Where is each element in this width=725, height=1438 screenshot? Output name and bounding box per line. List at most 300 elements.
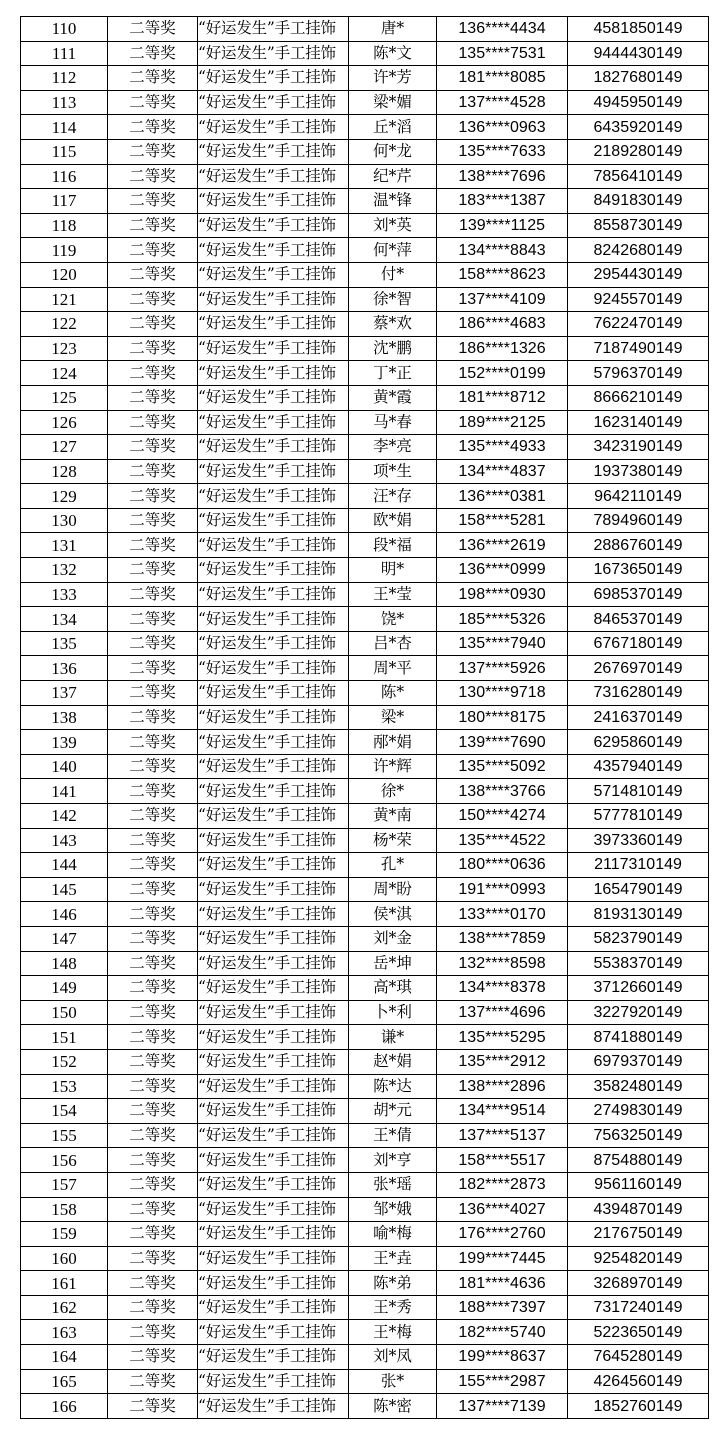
prize-item-cell: “好运发生”手工挂饰 [198, 66, 349, 91]
winner-name-cell: 刘*亨 [349, 1148, 437, 1173]
table-row [21, 385, 709, 410]
phone-number-cell: 182****5740 [437, 1320, 568, 1345]
table-row [21, 951, 709, 976]
prize-item-cell: “好运发生”手工挂饰 [198, 656, 349, 681]
winner-name-cell: 欧*娟 [349, 508, 437, 533]
phone-number-cell: 136****4027 [437, 1197, 568, 1222]
row-number-cell: 161 [21, 1271, 108, 1296]
table-row [21, 705, 709, 730]
order-code-cell: 7187490149 [568, 336, 709, 361]
phone-number-cell: 138****3766 [437, 779, 568, 804]
order-code-cell: 8491830149 [568, 189, 709, 214]
winner-name-cell: 汪*存 [349, 484, 437, 509]
prize-level-cell: 二等奖 [108, 1394, 198, 1419]
order-code-cell: 9245570149 [568, 287, 709, 312]
order-code-cell: 2416370149 [568, 705, 709, 730]
row-number-cell: 122 [21, 312, 108, 337]
row-number-cell: 142 [21, 804, 108, 829]
row-number-cell: 150 [21, 1000, 108, 1025]
order-code-cell: 3227920149 [568, 1000, 709, 1025]
prize-item-cell: “好运发生”手工挂饰 [198, 484, 349, 509]
table-row [21, 1320, 709, 1345]
phone-number-cell: 137****4528 [437, 90, 568, 115]
row-number-cell: 160 [21, 1246, 108, 1271]
winner-name-cell: 高*琪 [349, 976, 437, 1001]
winner-name-cell: 喻*梅 [349, 1222, 437, 1247]
prize-item-cell: “好运发生”手工挂饰 [198, 877, 349, 902]
order-code-cell: 6985370149 [568, 582, 709, 607]
row-number-cell: 140 [21, 754, 108, 779]
phone-number-cell: 137****5137 [437, 1123, 568, 1148]
winner-name-cell: 胡*元 [349, 1099, 437, 1124]
row-number-cell: 129 [21, 484, 108, 509]
phone-number-cell: 137****5926 [437, 656, 568, 681]
row-number-cell: 144 [21, 853, 108, 878]
winner-name-cell: 王*秀 [349, 1295, 437, 1320]
order-code-cell: 4581850149 [568, 17, 709, 42]
row-number-cell: 158 [21, 1197, 108, 1222]
prize-item-cell: “好运发生”手工挂饰 [198, 262, 349, 287]
prize-level-cell: 二等奖 [108, 853, 198, 878]
phone-number-cell: 130****9718 [437, 681, 568, 706]
phone-number-cell: 180****8175 [437, 705, 568, 730]
order-code-cell: 8465370149 [568, 607, 709, 632]
prize-item-cell: “好运发生”手工挂饰 [198, 1271, 349, 1296]
table-row [21, 484, 709, 509]
table-row [21, 730, 709, 755]
table-row [21, 779, 709, 804]
order-code-cell: 7856410149 [568, 164, 709, 189]
prize-level-cell: 二等奖 [108, 1295, 198, 1320]
phone-number-cell: 138****7696 [437, 164, 568, 189]
table-row [21, 1394, 709, 1419]
phone-number-cell: 186****1326 [437, 336, 568, 361]
order-code-cell: 7645280149 [568, 1345, 709, 1370]
table-row [21, 262, 709, 287]
prize-item-cell: “好运发生”手工挂饰 [198, 287, 349, 312]
row-number-cell: 119 [21, 238, 108, 263]
order-code-cell: 6979370149 [568, 1049, 709, 1074]
order-code-cell: 4394870149 [568, 1197, 709, 1222]
table-row [21, 926, 709, 951]
table-row [21, 66, 709, 91]
phone-number-cell: 152****0199 [437, 361, 568, 386]
row-number-cell: 112 [21, 66, 108, 91]
prize-level-cell: 二等奖 [108, 189, 198, 214]
winner-name-cell: 刘*英 [349, 213, 437, 238]
phone-number-cell: 134****9514 [437, 1099, 568, 1124]
prize-item-cell: “好运发生”手工挂饰 [198, 1222, 349, 1247]
order-code-cell: 5796370149 [568, 361, 709, 386]
phone-number-cell: 150****4274 [437, 804, 568, 829]
phone-number-cell: 136****4434 [437, 17, 568, 42]
table-row [21, 681, 709, 706]
prize-level-cell: 二等奖 [108, 1000, 198, 1025]
prize-item-cell: “好运发生”手工挂饰 [198, 435, 349, 460]
order-code-cell: 2954430149 [568, 262, 709, 287]
winner-name-cell: 周*盼 [349, 877, 437, 902]
winner-name-cell: 唐* [349, 17, 437, 42]
table-row [21, 853, 709, 878]
row-number-cell: 137 [21, 681, 108, 706]
phone-number-cell: 188****7397 [437, 1295, 568, 1320]
row-number-cell: 136 [21, 656, 108, 681]
prize-level-cell: 二等奖 [108, 1369, 198, 1394]
phone-number-cell: 138****7859 [437, 926, 568, 951]
order-code-cell: 2749830149 [568, 1099, 709, 1124]
prize-level-cell: 二等奖 [108, 115, 198, 140]
prize-level-cell: 二等奖 [108, 385, 198, 410]
phone-number-cell: 158****5281 [437, 508, 568, 533]
prize-level-cell: 二等奖 [108, 1197, 198, 1222]
winner-name-cell: 蔡*欢 [349, 312, 437, 337]
winner-name-cell: 陈*密 [349, 1394, 437, 1419]
prize-item-cell: “好运发生”手工挂饰 [198, 1345, 349, 1370]
table-row [21, 1222, 709, 1247]
table-row [21, 1345, 709, 1370]
row-number-cell: 148 [21, 951, 108, 976]
table-row [21, 804, 709, 829]
prize-level-cell: 二等奖 [108, 558, 198, 583]
table-row [21, 410, 709, 435]
order-code-cell: 3423190149 [568, 435, 709, 460]
phone-number-cell: 136****2619 [437, 533, 568, 558]
prize-item-cell: “好运发生”手工挂饰 [198, 336, 349, 361]
phone-number-cell: 135****7531 [437, 41, 568, 66]
row-number-cell: 127 [21, 435, 108, 460]
winner-name-cell: 赵*娟 [349, 1049, 437, 1074]
prize-item-cell: “好运发生”手工挂饰 [198, 115, 349, 140]
row-number-cell: 151 [21, 1025, 108, 1050]
order-code-cell: 1673650149 [568, 558, 709, 583]
table-row [21, 1172, 709, 1197]
prize-item-cell: “好运发生”手工挂饰 [198, 410, 349, 435]
table-row [21, 1197, 709, 1222]
order-code-cell: 8558730149 [568, 213, 709, 238]
prize-item-cell: “好运发生”手工挂饰 [198, 312, 349, 337]
prize-item-cell: “好运发生”手工挂饰 [198, 631, 349, 656]
prize-item-cell: “好运发生”手工挂饰 [198, 1000, 349, 1025]
prize-item-cell: “好运发生”手工挂饰 [198, 828, 349, 853]
table-row [21, 164, 709, 189]
order-code-cell: 9642110149 [568, 484, 709, 509]
winner-name-cell: 周*平 [349, 656, 437, 681]
prize-level-cell: 二等奖 [108, 139, 198, 164]
prize-level-cell: 二等奖 [108, 17, 198, 42]
winner-name-cell: 陈* [349, 681, 437, 706]
phone-number-cell: 176****2760 [437, 1222, 568, 1247]
prize-item-cell: “好运发生”手工挂饰 [198, 951, 349, 976]
prize-level-cell: 二等奖 [108, 508, 198, 533]
phone-number-cell: 185****5326 [437, 607, 568, 632]
row-number-cell: 155 [21, 1123, 108, 1148]
prize-level-cell: 二等奖 [108, 1345, 198, 1370]
phone-number-cell: 134****4837 [437, 459, 568, 484]
table-row [21, 17, 709, 42]
table-row [21, 213, 709, 238]
prize-item-cell: “好运发生”手工挂饰 [198, 1148, 349, 1173]
prize-level-cell: 二等奖 [108, 607, 198, 632]
row-number-cell: 152 [21, 1049, 108, 1074]
winner-name-cell: 沈*鹏 [349, 336, 437, 361]
order-code-cell: 8193130149 [568, 902, 709, 927]
table-row [21, 631, 709, 656]
prize-level-cell: 二等奖 [108, 951, 198, 976]
winner-name-cell: 刘*凤 [349, 1345, 437, 1370]
phone-number-cell: 183****1387 [437, 189, 568, 214]
order-code-cell: 6435920149 [568, 115, 709, 140]
phone-number-cell: 182****2873 [437, 1172, 568, 1197]
prize-level-cell: 二等奖 [108, 435, 198, 460]
prize-level-cell: 二等奖 [108, 656, 198, 681]
phone-number-cell: 198****0930 [437, 582, 568, 607]
order-code-cell: 9561160149 [568, 1172, 709, 1197]
winner-name-cell: 王*垚 [349, 1246, 437, 1271]
phone-number-cell: 135****7940 [437, 631, 568, 656]
order-code-cell: 3268970149 [568, 1271, 709, 1296]
prize-level-cell: 二等奖 [108, 533, 198, 558]
prize-item-cell: “好运发生”手工挂饰 [198, 730, 349, 755]
order-code-cell: 5223650149 [568, 1320, 709, 1345]
phone-number-cell: 135****7633 [437, 139, 568, 164]
table-row [21, 1099, 709, 1124]
table-row [21, 1148, 709, 1173]
prize-item-cell: “好运发生”手工挂饰 [198, 754, 349, 779]
phone-number-cell: 186****4683 [437, 312, 568, 337]
winner-name-cell: 许*芳 [349, 66, 437, 91]
phone-number-cell: 133****0170 [437, 902, 568, 927]
winner-name-cell: 侯*淇 [349, 902, 437, 927]
row-number-cell: 121 [21, 287, 108, 312]
table-row [21, 902, 709, 927]
prize-item-cell: “好运发生”手工挂饰 [198, 1049, 349, 1074]
prize-level-cell: 二等奖 [108, 66, 198, 91]
table-row [21, 558, 709, 583]
winner-name-cell: 黄*霞 [349, 385, 437, 410]
row-number-cell: 146 [21, 902, 108, 927]
prize-item-cell: “好运发生”手工挂饰 [198, 1074, 349, 1099]
table-row [21, 459, 709, 484]
winner-name-cell: 吕*杏 [349, 631, 437, 656]
order-code-cell: 5538370149 [568, 951, 709, 976]
table-row [21, 1000, 709, 1025]
phone-number-cell: 136****0963 [437, 115, 568, 140]
row-number-cell: 114 [21, 115, 108, 140]
row-number-cell: 154 [21, 1099, 108, 1124]
phone-number-cell: 137****4109 [437, 287, 568, 312]
phone-number-cell: 137****7139 [437, 1394, 568, 1419]
winner-name-cell: 孔* [349, 853, 437, 878]
row-number-cell: 147 [21, 926, 108, 951]
prize-level-cell: 二等奖 [108, 484, 198, 509]
winner-name-cell: 张* [349, 1369, 437, 1394]
winner-name-cell: 项*生 [349, 459, 437, 484]
table-row [21, 828, 709, 853]
prize-item-cell: “好运发生”手工挂饰 [198, 926, 349, 951]
prize-level-cell: 二等奖 [108, 1049, 198, 1074]
phone-number-cell: 180****0636 [437, 853, 568, 878]
order-code-cell: 5777810149 [568, 804, 709, 829]
table-row [21, 435, 709, 460]
prize-level-cell: 二等奖 [108, 41, 198, 66]
phone-number-cell: 134****8843 [437, 238, 568, 263]
prize-item-cell: “好运发生”手工挂饰 [198, 189, 349, 214]
prize-level-cell: 二等奖 [108, 1271, 198, 1296]
winner-name-cell: 邴*娟 [349, 730, 437, 755]
row-number-cell: 166 [21, 1394, 108, 1419]
order-code-cell: 5823790149 [568, 926, 709, 951]
row-number-cell: 113 [21, 90, 108, 115]
row-number-cell: 165 [21, 1369, 108, 1394]
table-row [21, 754, 709, 779]
prize-level-cell: 二等奖 [108, 164, 198, 189]
prize-item-cell: “好运发生”手工挂饰 [198, 902, 349, 927]
prize-level-cell: 二等奖 [108, 361, 198, 386]
winner-name-cell: 徐*智 [349, 287, 437, 312]
table-row [21, 115, 709, 140]
prize-level-cell: 二等奖 [108, 926, 198, 951]
table-row [21, 1271, 709, 1296]
prize-item-cell: “好运发生”手工挂饰 [198, 558, 349, 583]
table-row [21, 1369, 709, 1394]
prize-level-cell: 二等奖 [108, 1246, 198, 1271]
prize-item-cell: “好运发生”手工挂饰 [198, 1172, 349, 1197]
order-code-cell: 1654790149 [568, 877, 709, 902]
table-row [21, 1246, 709, 1271]
order-code-cell: 1937380149 [568, 459, 709, 484]
prize-level-cell: 二等奖 [108, 287, 198, 312]
row-number-cell: 149 [21, 976, 108, 1001]
table-row [21, 238, 709, 263]
phone-number-cell: 135****2912 [437, 1049, 568, 1074]
order-code-cell: 6295860149 [568, 730, 709, 755]
table-row [21, 90, 709, 115]
prize-level-cell: 二等奖 [108, 312, 198, 337]
phone-number-cell: 137****4696 [437, 1000, 568, 1025]
order-code-cell: 9254820149 [568, 1246, 709, 1271]
prize-level-cell: 二等奖 [108, 90, 198, 115]
winner-name-cell: 饶* [349, 607, 437, 632]
prize-level-cell: 二等奖 [108, 410, 198, 435]
table-row [21, 312, 709, 337]
winner-name-cell: 丘*滔 [349, 115, 437, 140]
row-number-cell: 128 [21, 459, 108, 484]
prize-level-cell: 二等奖 [108, 238, 198, 263]
prize-item-cell: “好运发生”手工挂饰 [198, 164, 349, 189]
phone-number-cell: 132****8598 [437, 951, 568, 976]
winners-table [20, 16, 709, 1419]
winner-name-cell: 王*梅 [349, 1320, 437, 1345]
prize-level-cell: 二等奖 [108, 1099, 198, 1124]
winner-name-cell: 何*龙 [349, 139, 437, 164]
prize-item-cell: “好运发生”手工挂饰 [198, 385, 349, 410]
prize-item-cell: “好运发生”手工挂饰 [198, 705, 349, 730]
prize-item-cell: “好运发生”手工挂饰 [198, 361, 349, 386]
table-row [21, 877, 709, 902]
order-code-cell: 3712660149 [568, 976, 709, 1001]
winner-name-cell: 陈*达 [349, 1074, 437, 1099]
order-code-cell: 1623140149 [568, 410, 709, 435]
table-row [21, 139, 709, 164]
winner-name-cell: 许*辉 [349, 754, 437, 779]
prize-item-cell: “好运发生”手工挂饰 [198, 1099, 349, 1124]
phone-number-cell: 139****1125 [437, 213, 568, 238]
table-row [21, 361, 709, 386]
row-number-cell: 163 [21, 1320, 108, 1345]
table-row [21, 607, 709, 632]
prize-item-cell: “好运发生”手工挂饰 [198, 17, 349, 42]
winner-name-cell: 卜*利 [349, 1000, 437, 1025]
phone-number-cell: 135****4933 [437, 435, 568, 460]
order-code-cell: 1827680149 [568, 66, 709, 91]
phone-number-cell: 189****2125 [437, 410, 568, 435]
prize-item-cell: “好运发生”手工挂饰 [198, 90, 349, 115]
row-number-cell: 133 [21, 582, 108, 607]
prize-level-cell: 二等奖 [108, 459, 198, 484]
prize-item-cell: “好运发生”手工挂饰 [198, 41, 349, 66]
row-number-cell: 132 [21, 558, 108, 583]
order-code-cell: 7894960149 [568, 508, 709, 533]
row-number-cell: 110 [21, 17, 108, 42]
prize-item-cell: “好运发生”手工挂饰 [198, 459, 349, 484]
row-number-cell: 156 [21, 1148, 108, 1173]
order-code-cell: 2886760149 [568, 533, 709, 558]
table-row [21, 656, 709, 681]
phone-number-cell: 135****5295 [437, 1025, 568, 1050]
row-number-cell: 117 [21, 189, 108, 214]
order-code-cell: 2676970149 [568, 656, 709, 681]
prize-item-cell: “好运发生”手工挂饰 [198, 1295, 349, 1320]
row-number-cell: 162 [21, 1295, 108, 1320]
prize-level-cell: 二等奖 [108, 631, 198, 656]
prize-item-cell: “好运发生”手工挂饰 [198, 1197, 349, 1222]
table-row [21, 41, 709, 66]
winner-name-cell: 段*福 [349, 533, 437, 558]
row-number-cell: 164 [21, 1345, 108, 1370]
phone-number-cell: 139****7690 [437, 730, 568, 755]
row-number-cell: 111 [21, 41, 108, 66]
winner-name-cell: 纪*芹 [349, 164, 437, 189]
table-row [21, 1295, 709, 1320]
winner-name-cell: 马*春 [349, 410, 437, 435]
prize-level-cell: 二等奖 [108, 779, 198, 804]
order-code-cell: 1852760149 [568, 1394, 709, 1419]
phone-number-cell: 138****2896 [437, 1074, 568, 1099]
phone-number-cell: 191****0993 [437, 877, 568, 902]
prize-level-cell: 二等奖 [108, 1074, 198, 1099]
winner-name-cell: 何*萍 [349, 238, 437, 263]
table-row [21, 1074, 709, 1099]
prize-item-cell: “好运发生”手工挂饰 [198, 1025, 349, 1050]
prize-item-cell: “好运发生”手工挂饰 [198, 681, 349, 706]
phone-number-cell: 158****5517 [437, 1148, 568, 1173]
prize-level-cell: 二等奖 [108, 1172, 198, 1197]
order-code-cell: 4357940149 [568, 754, 709, 779]
phone-number-cell: 136****0999 [437, 558, 568, 583]
prize-level-cell: 二等奖 [108, 1222, 198, 1247]
prize-item-cell: “好运发生”手工挂饰 [198, 1320, 349, 1345]
prize-level-cell: 二等奖 [108, 1148, 198, 1173]
table-row [21, 508, 709, 533]
winner-name-cell: 温*锋 [349, 189, 437, 214]
order-code-cell: 8741880149 [568, 1025, 709, 1050]
winner-name-cell: 岳*坤 [349, 951, 437, 976]
winner-name-cell: 陈*弟 [349, 1271, 437, 1296]
prize-level-cell: 二等奖 [108, 705, 198, 730]
phone-number-cell: 135****5092 [437, 754, 568, 779]
prize-level-cell: 二等奖 [108, 754, 198, 779]
table-row [21, 336, 709, 361]
